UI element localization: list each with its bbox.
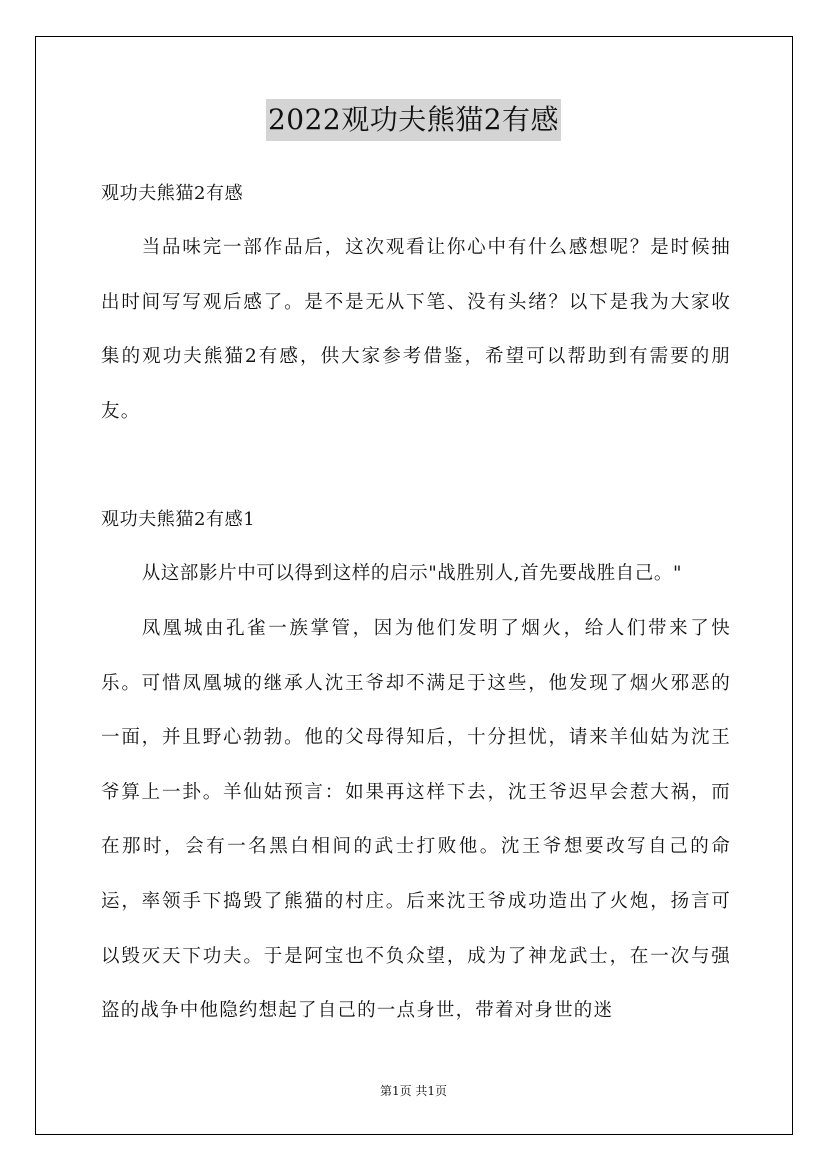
subtitle: 观功夫熊猫2有感	[101, 183, 244, 204]
section-1-paragraph-1: 从这部影片中可以得到这样的启示"战胜别人,首先要战胜自己。"	[141, 563, 683, 584]
document-title: 2022观功夫熊猫2有感	[266, 99, 561, 141]
page-footer: 第1页 共1页	[379, 1084, 448, 1098]
section-1-paragraph-2: 凤凰城由孔雀一族掌管，因为他们发明了烟火，给人们带来了快乐。可惜凤凰城的继承人沈王爷却不满足于这些，他发现了烟火邪恶的一面，并且野心勃勃。他的父母得知后，十分担忧，请来羊仙姑为沈王爷算上一卦。羊仙姑预言：如果再这样下去，沈王爷迟早会惹大祸，而在那时，会有一名黑白相间的武士打败他。沈王爷想要改写自己的命运，率领手下捣毁了熊猫的村庄。后来沈王爷成功造出了火炮，扬言可以毁灭天下功夫。于是阿宝也不负众望，成为了神龙武士，在一次与强盗的战争中他隐约想起了自己的一点身世，带着对身世的迷	[101, 618, 731, 1022]
title-container	[0, 99, 827, 141]
section-1-heading: 观功夫熊猫2有感1	[101, 509, 256, 530]
intro-paragraph: 当品味完一部作品后，这次观看让你心中有什么感想呢？是时候抽出时间写写观后感了。是不是无从下笔、没有头绪？以下是我为大家收集的观功夫熊猫2有感，供大家参考借鉴，希望可以帮助到有需要的朋友。	[101, 237, 731, 422]
